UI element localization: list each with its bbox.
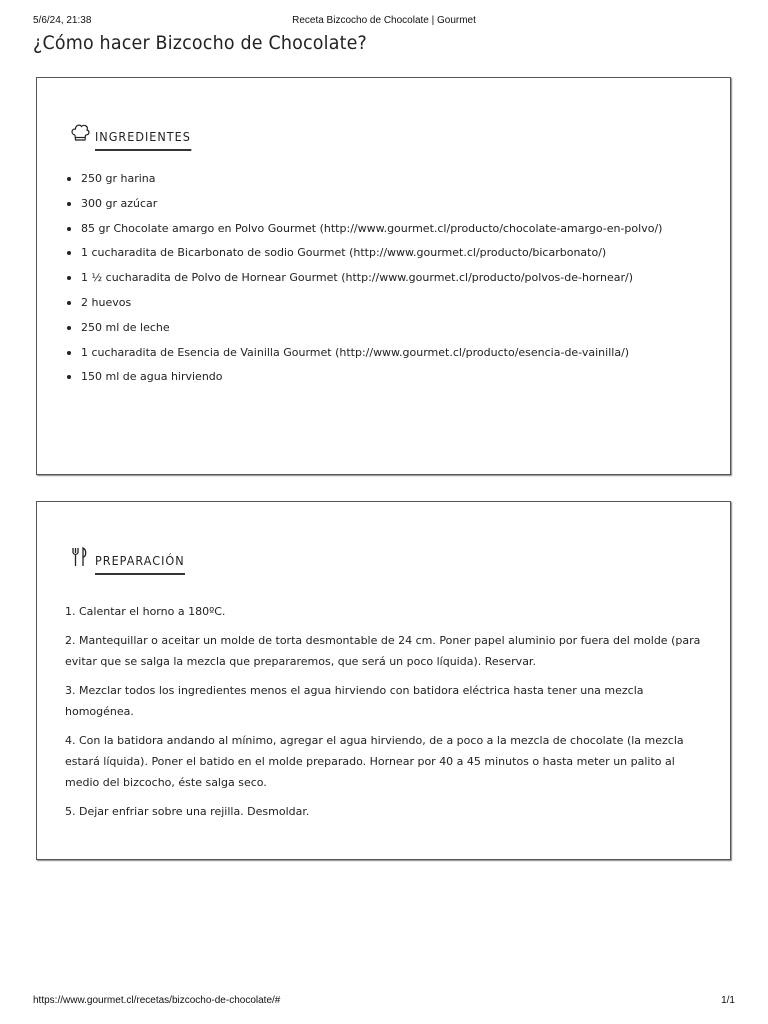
- preparation-step: 2. Mantequillar o aceitar un molde de torta desmontable de 24 cm. Poner papel aluminio por fuera del molde (para evitar que se salga la mezcla que prepararemos, que será un poco líquida). Reservar.: [65, 634, 701, 668]
- ingredient-item: 1 cucharadita de Esencia de Vainilla Gourmet (http://www.gourmet.cl/producto/esencia-de-vainilla/): [65, 344, 662, 369]
- page-number: 1/1: [721, 995, 735, 1006]
- preparation-card: [36, 501, 731, 860]
- ingredient-item: 250 gr harina: [65, 170, 662, 195]
- preparation-step: 3. Mezclar todos los ingredientes menos el agua hirviendo con batidora eléctrica hasta tener una mezcla homogénea.: [65, 684, 644, 718]
- ingredients-title: INGREDIENTES: [95, 129, 191, 151]
- preparation-steps: [65, 601, 710, 830]
- ingredient-item: 2 huevos: [65, 294, 662, 319]
- preparation-title: PREPARACIÓN: [95, 553, 185, 575]
- preparation-step: 4. Con la batidora andando al mínimo, agregar el agua hirviendo, de a poco a la mezcla de chocolate (la mezcla estará líquida). Poner el batido en el molde preparado. Hornear por 40 a 45 minutos o hasta meter un palito al medio del bizcocho, éste salga seco.: [65, 734, 684, 789]
- fork-knife-icon: [69, 546, 91, 568]
- preparation-step: 1. Calentar el horno a 180ºC.: [65, 605, 226, 618]
- ingredient-item: 85 gr Chocolate amargo en Polvo Gourmet (http://www.gourmet.cl/producto/chocolate-amargo-en-polvo/): [65, 220, 662, 245]
- page-url: https://www.gourmet.cl/recetas/bizcocho-de-chocolate/#: [33, 995, 281, 1006]
- print-header: [0, 15, 768, 29]
- print-footer: [0, 995, 768, 1009]
- ingredient-item: 250 ml de leche: [65, 319, 662, 344]
- ingredients-list: [65, 170, 662, 393]
- ingredient-item: 1 cucharadita de Bicarbonato de sodio Gourmet (http://www.gourmet.cl/producto/bicarbonato/): [65, 244, 662, 269]
- ingredient-item: 1 ½ cucharadita de Polvo de Hornear Gourmet (http://www.gourmet.cl/producto/polvos-de-hornear/): [65, 269, 662, 294]
- ingredient-item: 300 gr azúcar: [65, 195, 662, 220]
- preparation-step: 5. Dejar enfriar sobre una rejilla. Desmoldar.: [65, 805, 310, 818]
- ingredient-item: 150 ml de agua hirviendo: [65, 368, 662, 393]
- chef-hat-icon: [69, 122, 91, 144]
- print-doc-title: Receta Bizcocho de Chocolate | Gourmet: [292, 15, 476, 26]
- page-title: ¿Cómo hacer Bizcocho de Chocolate?: [33, 32, 368, 54]
- ingredients-card: [36, 77, 731, 475]
- print-datetime: 5/6/24, 21:38: [33, 15, 92, 26]
